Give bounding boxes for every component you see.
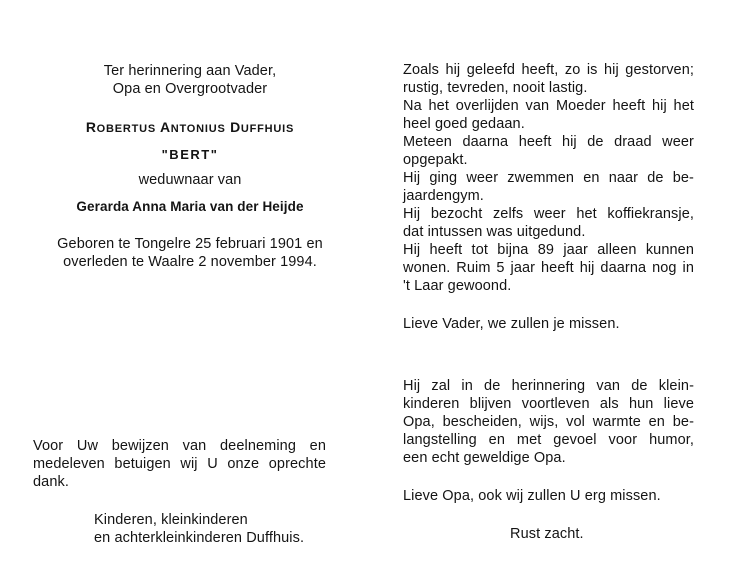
text-line: Hij zal in de herinnering van de klein- — [403, 378, 694, 394]
spouse-name: Gerarda Anna Maria van der Heijde — [76, 199, 304, 214]
text-line: Hij heeft tot bijna 89 jaar alleen kunnen — [403, 242, 694, 258]
text-line: Opa, bescheiden, wijs, vol warmte en be- — [403, 414, 694, 430]
text-line: Meteen daarna heeft hij de draad weer — [403, 134, 694, 150]
text-line: heel goed gedaan. — [403, 116, 525, 132]
text-line: Zoals hij geleefd heeft, zo is hij gestorven; — [403, 62, 694, 78]
deceased-name: ROBERTUS ANTONIUS DUFFHUIS — [85, 119, 295, 135]
text-line: dat intussen was uitgedund. — [403, 224, 586, 240]
widower-label: weduwnaar van — [138, 172, 242, 188]
thanks-line-2: medeleven betuigen wij U onze oprechte — [33, 456, 326, 472]
text-line: jaardengym. — [403, 188, 484, 204]
nickname: "BERT" — [161, 147, 219, 162]
birth-death-line-1: Geboren te Tongelre 25 februari 1901 en — [57, 236, 323, 252]
text-line: opgepakt. — [403, 152, 468, 168]
dedication-line-1: Ter herinnering aan Vader, — [103, 63, 277, 79]
text-line: Hij ging weer zwemmen en naar de be- — [403, 170, 694, 186]
thanks-line-3: dank. — [33, 474, 69, 490]
text-line: kinderen blijven voortleven als hun lieve — [403, 396, 694, 412]
text-line: een echt geweldige Opa. — [403, 450, 566, 466]
text-line: wonen. Ruim 5 jaar heeft hij daarna nog in — [403, 260, 694, 276]
text-line: rustig, tevreden, nooit lastig. — [403, 80, 588, 96]
closing-rust-zacht: Rust zacht. — [510, 526, 584, 542]
farewell-father: Lieve Vader, we zullen je missen. — [403, 316, 620, 332]
thanks-line-1: Voor Uw bewijzen van deelneming en — [33, 438, 326, 454]
text-line: langstelling en met gevoel voor humor, — [403, 432, 694, 448]
text-line: 't Laar gewoond. — [403, 278, 512, 294]
dedication-line-2: Opa en Overgrootvader — [112, 81, 268, 97]
birth-death-line-2: overleden te Waalre 2 november 1994. — [63, 254, 317, 270]
signatories-line-2: en achterkleinkinderen Duffhuis. — [94, 530, 305, 546]
farewell-grandpa: Lieve Opa, ook wij zullen U erg missen. — [403, 488, 661, 504]
text-line: Na het overlijden van Moeder heeft hij het — [403, 98, 694, 114]
signatories-line-1: Kinderen, kleinkinderen — [94, 512, 248, 528]
text-line: Hij bezocht zelfs weer het koffiekransje, — [403, 206, 694, 222]
